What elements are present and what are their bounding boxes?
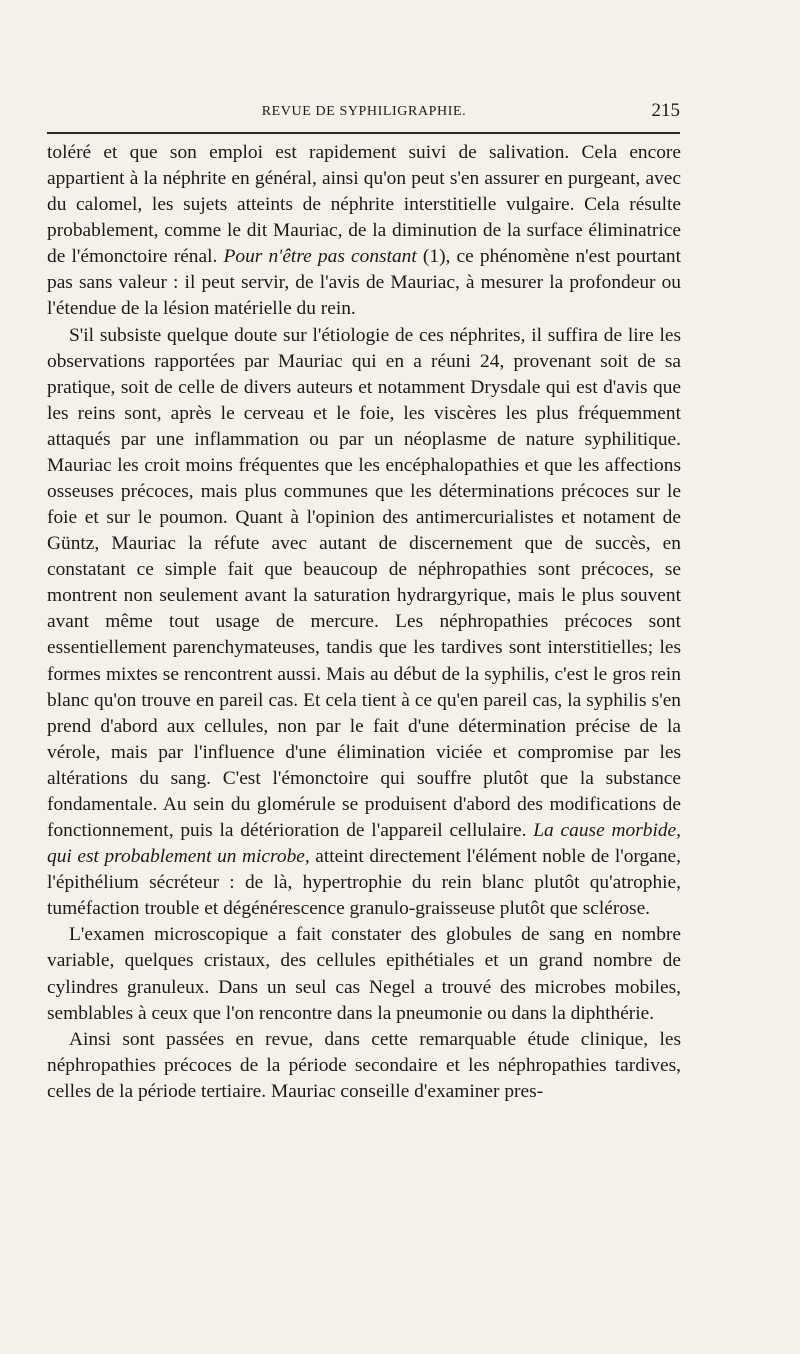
page-number: 215 <box>651 100 680 121</box>
body-text <box>47 140 681 1105</box>
paragraph-1-text-b: (1), ce phénomène n'est pourtant pas sans valeur : il peut servir, de l'avis de Mauriac, à mesurer la profondeur ou l'étendue de la lésion matérielle du rein. <box>47 246 682 320</box>
paragraph-2-text-b: atteint directement l'élément noble de l'organe, l'épithélium sécréteur : de là, hypertrophie du rein blanc plutôt qu'atrophie, tuméfaction trouble et dégénérescence granulo-graisseuse plutôt que sclérose. <box>47 846 681 920</box>
paragraph-1-italic: Pour n'être pas constant <box>223 246 417 268</box>
paragraph-2-italic: La cause morbide, qui est probablement un microbe, <box>47 820 681 868</box>
paragraph-4: Ainsi sont passées en revue, dans cette remarquable étude clinique, les néphropathies précoces de la période secondaire et les néphropathies tardives, celles de la période tertiaire. Mauriac conseille d'examiner pres- <box>47 1028 681 1102</box>
running-head <box>48 98 680 124</box>
paragraph-3: L'examen microscopique a fait constater des globules de sang en nombre variable, quelques cristaux, des cellules epithétiales et un grand nombre de cylindres granuleux. Dans un seul cas Negel a trouvé des microbes mobiles, semblables à ceux que l'on rencontre dans la pneumonie ou dans la diphthérie. <box>47 924 681 1024</box>
paragraph-1-text-a: toléré et que son emploi est rapidement suivi de salivation. Cela encore appartient à la néphrite en général, ainsi qu'on peut s'en assurer en purgeant, avec du calomel, les sujets atteints de néphrite interstitielle vulgaire. Cela résulte probablement, comme le dit Mauriac, de la diminution de la surface éliminatrice de l'émonctoire rénal. <box>47 142 681 268</box>
paragraph-2-text-a: S'il subsiste quelque doute sur l'étiologie de ces néphrites, il suffira de lire les observations rapportées par Mauriac qui en a réuni 24, provenant soit de sa pratique, soit de celle de divers auteurs et notamment Drysdale qui est d'avis que les reins sont, après le cerveau et le foie, les viscères les plus fréquemment attaqués par une inflammation ou par un néoplasme de nature syphilitique. Mauriac les croit moins fréquentes que les encéphalopathies et que les affections osseuses précoces, mais plus communes que les déterminations précoces sur le foie et sur le poumon. Quant à l'opinion des antimercurialistes et notament de Güntz, Mauriac la réfute avec autant de discernement que de succès, en constatant ce simple fait que beaucoup de néphropathies sont précoces, se montrent non seulement avant la saturation hydrargyrique, mais le plus souvent avant même tout usage de mercure. Les néphropathies précoces sont essentiellement parenchymateuses, tandis que les tardives sont interstitielles; les formes mixtes se rencontrent aussi. Mais au début de la syphilis, c'est le gros rein blanc qu'on trouve en pareil cas. Et cela tient à ce qu'en pareil cas, la syphilis s'en prend d'abord aux cellules, non par le fait d'une détermination précise de la vérole, mais par l'influence d'une élimination viciée et compromise par les altérations du sang. C'est l'émonctoire qui souffre plutôt que la substance fondamentale. Au sein du glomérule se produisent d'abord des modifications de fonctionnement, puis la détérioration de l'appareil cellulaire. <box>47 324 681 842</box>
header-rule <box>47 132 680 134</box>
running-title: REVUE DE SYPHILIGRAPHIE. <box>261 104 467 119</box>
paragraph-2 <box>47 323 681 923</box>
paragraph-1 <box>47 140 681 323</box>
